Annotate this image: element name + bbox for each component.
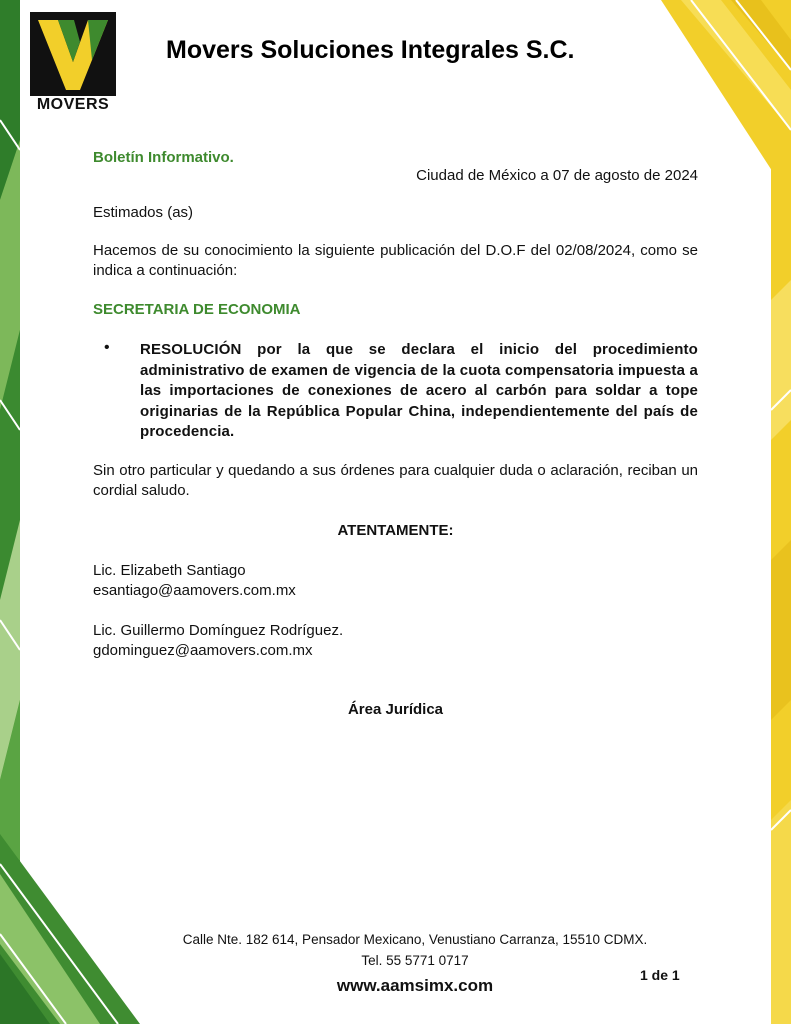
- page-number: 1 de 1: [640, 967, 680, 983]
- movers-v-logo-icon: [30, 12, 116, 96]
- signoff: ATENTAMENTE:: [337, 522, 454, 539]
- department: Área Jurídica: [347, 701, 444, 718]
- contact-name: Lic. Elizabeth Santiago: [93, 562, 246, 579]
- closing-paragraph: Sin otro particular y quedando a sus órdenes para cualquier duda o aclaración, reciban un cordial saludo.: [93, 462, 698, 499]
- date-line: Ciudad de México a 07 de agosto de 2024: [416, 167, 698, 184]
- footer-website[interactable]: www.aamsimx.com: [336, 976, 494, 995]
- footer-phone: Tel. 55 5771 0717: [361, 953, 469, 968]
- contact-name: Lic. Guillermo Domínguez Rodríguez.: [93, 622, 344, 639]
- greeting: Estimados (as): [93, 204, 194, 221]
- movers-logo: [30, 12, 116, 112]
- footer-address: Calle Nte. 182 614, Pensador Mexicano, Venustiano Carranza, 15510 CDMX.: [182, 932, 648, 947]
- company-name: Movers Soluciones Integrales S.C.: [166, 36, 575, 64]
- intro-paragraph: Hacemos de su conocimiento la siguiente publicación del D.O.F del 02/08/2024, como se indica a continuación:: [93, 242, 698, 279]
- logo-text: MOVERS: [36, 96, 110, 113]
- bullet-marker: •: [104, 339, 110, 356]
- section-title: SECRETARIA DE ECONOMIA: [93, 301, 301, 318]
- bulletin-label: Boletín Informativo.: [93, 149, 234, 166]
- contact-email[interactable]: esantiago@aamovers.com.mx: [93, 582, 296, 599]
- resolution-bullet-text: RESOLUCIÓN por la que se declara el inicio del procedimiento administrativo de examen de vigencia de la cuota compensatoria impuesta a las importaciones de conexiones de acero al carbón para soldar a tope originarias de la República Popular China, independientemente del país de procedencia.: [140, 341, 698, 440]
- contact-email[interactable]: gdominguez@aamovers.com.mx: [93, 642, 313, 659]
